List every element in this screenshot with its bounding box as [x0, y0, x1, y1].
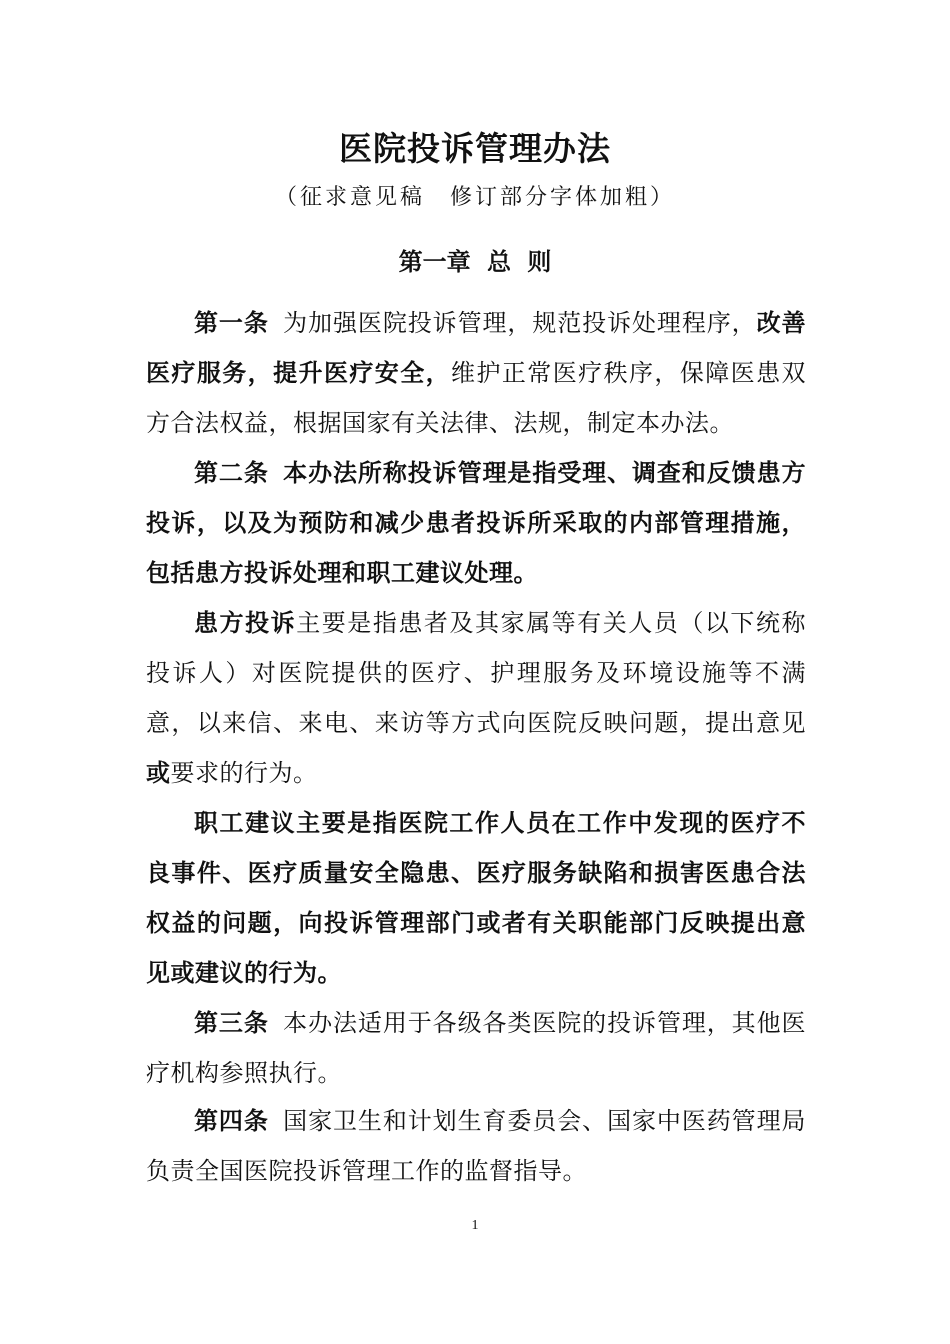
article-bold-text: 本办法所称投诉管理是指受理、调查和反馈患方投诉，以及为预防和减少患者投诉所采取的内部管理措施，包括患方投诉处理和职工建议处理。 [146, 459, 806, 587]
page-number: 1 [471, 1218, 479, 1233]
article-text: 主要是指患者及其家属等有关人员（以下统称投诉人）对医院提供的医疗、护理服务及环境设施等不满意，以来信、来电、来访等方式向医院反映问题，提出意见 [146, 609, 807, 737]
article-2 [146, 448, 806, 598]
article-label: 第三条 [194, 1009, 269, 1037]
article-2-complaint-definition [146, 598, 806, 798]
article-label: 第一条 [194, 309, 269, 337]
article-text: 要求的行为。 [170, 759, 318, 787]
article-3 [146, 998, 806, 1098]
article-label: 第二条 [194, 459, 269, 487]
article-bold-text: 或 [146, 759, 171, 787]
article-text: 本办法适用于各级各类医院的投诉管理，其他医疗机构参照执行。 [146, 1009, 806, 1087]
document-subtitle: （征求意见稿 修订部分字体加粗） [274, 185, 675, 210]
article-1 [146, 298, 806, 448]
article-label: 第四条 [194, 1107, 269, 1135]
chapter-heading: 第一章 总 则 [398, 248, 552, 276]
document-title: 医院投诉管理办法 [339, 129, 611, 168]
article-bold-text: 患方投诉 [194, 609, 297, 637]
article-text: 为加强医院投诉管理，规范投诉处理程序， [282, 309, 757, 337]
article-text: 国家卫生和计划生育委员会、国家中医药管理局负责全国医院投诉管理工作的监督指导。 [146, 1107, 806, 1185]
article-2-staff-suggestion: 职工建议主要是指医院工作人员在工作中发现的医疗不良事件、医疗质量安全隐患、医疗服务缺陷和损害医患合法权益的问题，向投诉管理部门或者有关职能部门反映提出意见或建议的行为。 [146, 809, 806, 987]
article-text: 维护正常医疗秩序，保障医患双方合法权益，根据国家有关法律、法规，制定本办法。 [146, 359, 807, 437]
article-bold-text: 改善医疗服务，提升医疗安全， [146, 309, 807, 387]
article-4 [146, 1096, 806, 1196]
